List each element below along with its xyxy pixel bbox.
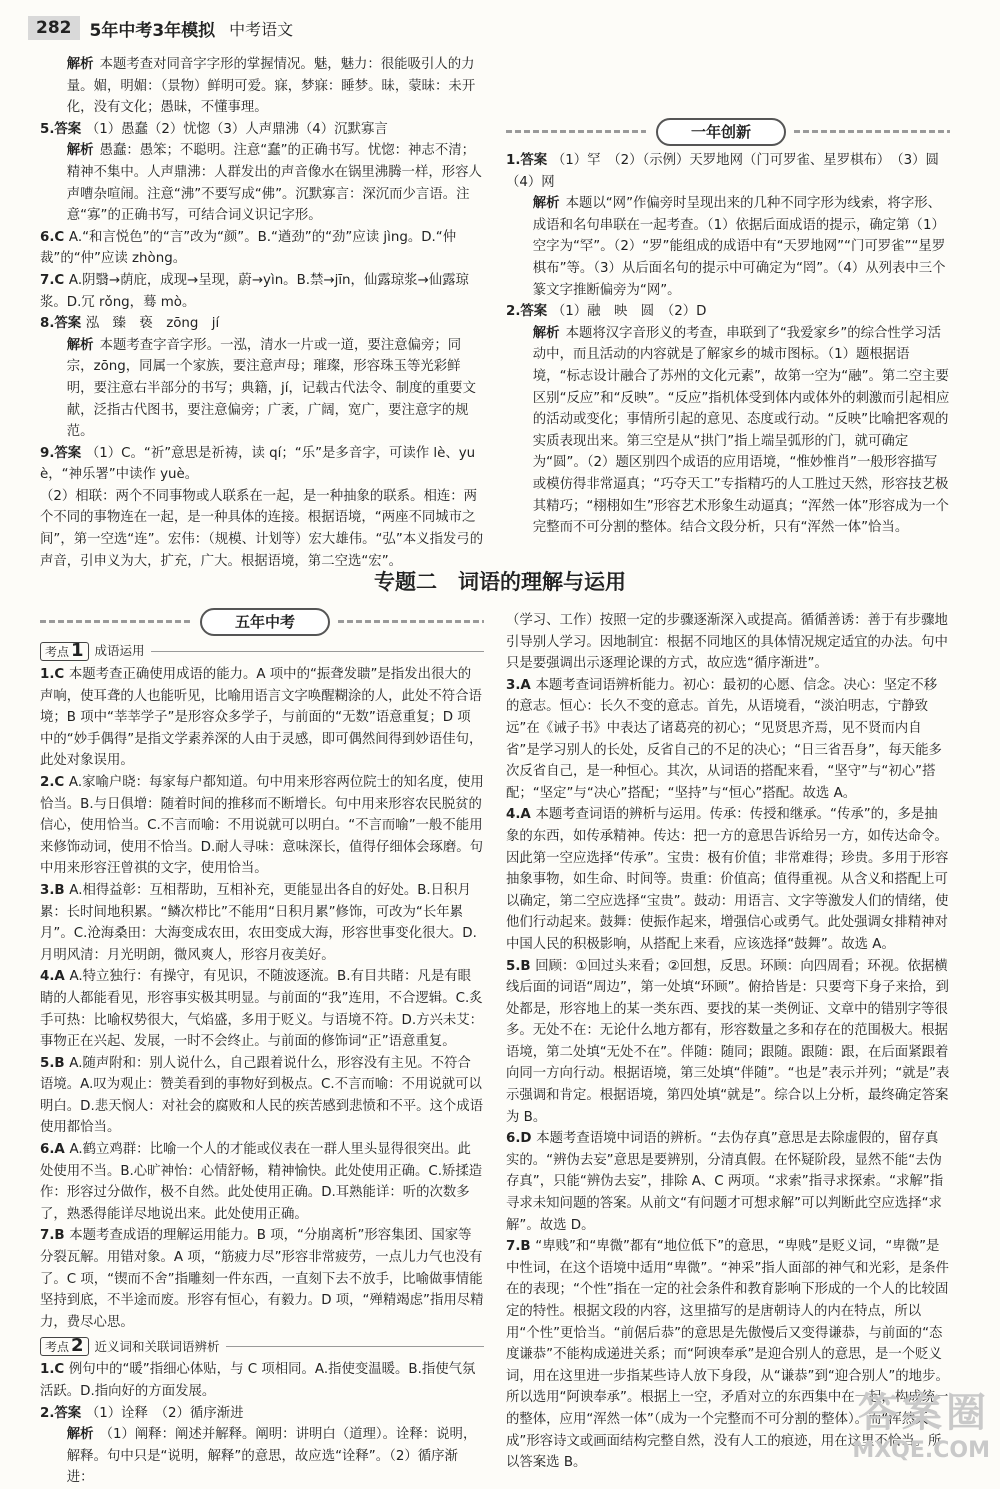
item-text: （学习、工作）按照一定的步骤逐渐深入或提高。循循善诱：善于有步骤地引导别人学习。因地制宜：根据不同地区的具体情况规定适宜的办法。句中只是要强调出示逐理论课的方式，故应选“循序渐进”。 [506,613,948,672]
item-number: 5.答案 [40,121,86,137]
left-top-column [40,54,484,572]
right-top-column [506,150,953,539]
item-number: 2.C [40,774,69,790]
item-number: 6.C [40,229,69,245]
item-number: 7.C [40,272,69,288]
item-number: 8.答案 [40,316,86,332]
item-text: （1）融 映 圆 （2）D [551,304,707,320]
item-number: 7.B [40,1228,70,1244]
text-paragraph [40,486,484,572]
answer-item [506,804,950,955]
item-text: 本题考查对同音字字形的掌握情况。魅，魅力：很能吸引人的力量。媚，明媚：（景物）鲜明可爱。寐，梦寐：睡梦。昧，蒙昧：未开化，没有文化；愚昧，不懂事理。 [66,57,476,116]
analysis-label: 解析 [66,1427,94,1443]
banner-wunian [40,608,484,634]
right-bottom-column [506,610,950,1474]
kaodian-2 [40,1335,484,1357]
item-number: 5.B [40,1055,70,1071]
page-number: 282 [28,16,80,40]
item-text: A.家喻户晓：每家每户都知道。句中用来形容两位院士的知名度，使用恰当。B.与日俱增：随着时间的推移而不断增长。句中用来形容农民脱贫的信心，使用恰当。C.不言而喻：不用说就可以明白。“不言而喻”一般不能用来修饰动词，使用不恰当。D.耐人寻味：意味深长，值得仔细体会琢磨。句中用来形容汪曾祺的文字，使用恰当。 [40,774,484,877]
text-paragraph [506,610,950,675]
item-text: 本题考查词语的辨析与运用。传承：传授和继承。“传承”的，多是抽象的东西，如传承精神。传达：把一方的意思告诉给另一方，如传达命令。因此第一空应选择“传承”。宝贵：极有价值；非常难得；珍贵。多用于形容抽象事物，如生命、时间等。贵重：价值高；值得重视。从含义和搭配上可以确定，第二空应选择“宝贵”。鼓动：用语言、文字等激发人们的情绪，使他们行动起来。鼓舞：使振作起来，增强信心或勇气。此处强调女排精神对中国人民的积极影响，从搭配上来看，应该选择“鼓舞”。故选 A。 [506,807,949,952]
answer-item [506,675,950,805]
watermark: 答案圈 MXQE.COM [852,1390,990,1463]
analysis-paragraph [40,335,484,443]
item-text: （1）罕 （2）（示例）天罗地网（门可罗雀、星罗棋布） （3）圆 （4）网 [506,153,953,190]
item-text: （1）C。“祈”意思是祈祷，读 qí；“乐”是多音字，可读作 lè、yuè，“神乐署”中读作 yuè。 [40,445,476,483]
item-number: 1.C [40,667,69,682]
answer-item [40,1359,484,1402]
subject-label: 中考语文 [229,19,294,39]
item-text: 回顾：①回过头来看；②回想，反思。环顾：向四周看；环视。依据横线后面的词语“周边”，第一处填“环顾”。俯拾皆是：只要弯下身子来拾，到处都是，形容地上的某一类东西、要找的某一类例证、文章中的错别字等很多。无处不在：无论什么地方都有，形容数量之多和存在的范围极大。根据语境，第二处填“无处不在”。伴随：随同；跟随。跟随：跟，在后面紧跟着向同一方向行动。根据语境，第三处填“伴随”。“也是”表示并列；“就是”表示强调和肯定。根据语境，第四处填“就是”。综合以上分析，最终确定答案为 B。 [506,958,950,1125]
item-number: 6.D [506,1131,537,1147]
item-text: 本题以“网”作偏旁时呈现出来的几种不同字形为线索，将字形、成语和名句串联在一起考查。（1）依据后面成语的提示，确定第（1）空字为“罕”。（2）“罗”能组成的成语中有“天罗地网”“门可罗雀”“星罗棋布”等。（3）从后面名句的提示中可确定为“罔”。（4）从列表中三个篆文字推断偏旁为“网”。 [532,196,946,298]
item-text: “卑贱”和“卑微”都有“地位低下”的意思，“卑贱”是贬义词，“卑微”是中性词，在这个语境中适用“卑微”。“神采”指人面部的神气和光彩，是条件在的表现；“个性”指在一定的社会条件和教育影响下形成的一个人的比较固定的特性。根据文段的内容，这里描写的是唐朝诗人的内在特点，所以用“个性”更恰当。“前倨后恭”的意思是先傲慢后又变得谦恭，与前面的“态度谦恭”不能构成递进关系；而“阿谀奉承”是迎合别人的意思，是一个贬义词，用在这里进一步指某些诗人放下身段，从“谦恭”到“迎合别人”的地步。所以选用“阿谀奉承”。根据上一空，矛盾对立的东西集中在一起，构成统一的整体，应用“浑然一体”（成为一个完整而不可分割的整体）。而“浑然天成”形容诗文或画面结构完整自然，没有人工的痕迹，用在这里不恰当。所以答案选 B。 [506,1239,949,1471]
analysis-label: 解析 [532,196,560,212]
answer-item [40,1053,484,1139]
item-text: A.特立独行：有操守，有见识，不随波逐流。B.有目共睹：凡是有眼睛的人都能看见，形容事实极其明显。与前面的“我”连用，不合逻辑。C.炙手可热：比喻权势很大，气焰盛，多用于贬义。与语境不符。D.方兴未艾：事物正在兴起、发展，一时不会终止。与前面的修饰词“正”语意重复。 [40,969,484,1050]
banner-yinian [506,118,950,144]
item-number: 7.B [506,1239,536,1255]
item-number: 1.答案 [506,153,552,168]
answer-item [40,772,484,880]
analysis-paragraph [40,1424,484,1489]
item-number: 9.答案 [40,445,86,461]
analysis-paragraph [40,54,484,119]
page-header [28,8,293,48]
analysis-label: 解析 [66,143,94,159]
item-text: A.随声附和：别人说什么，自己跟着说什么，形容没有主见。不符合语境。A.叹为观止：赞美看到的事物好到极点。C.不言而喻：不用说就可以明白。D.悲天悯人：对社会的腐败和人民的疾苦感到悲愤和不平。这个成语使用都恰当。 [40,1055,484,1136]
banner-label: 五年中考 [200,608,330,636]
answer-item [40,119,484,141]
item-text: 例句中的“暖”指细心体贴，与 C 项相同。A.指使变温暖。B.指使气氛活跃。D.指向好的方面发展。 [40,1362,476,1399]
item-text: （2）相联：两个不同事物或人联系在一起，是一种抽象的联系。相连：两个不同的事物连在一起，是一种具体的连接。根据语境，“两座不同城市之间”，第一空选“连”。宏伟：（规模、计划等）宏大雄伟。“弘”本义指发弓的声音，引申义为大，扩充，广大。根据语境，第二空选“宏”。 [40,488,484,569]
item-text: A.“和言悦色”的“言”改为“颜”。B.“遒劲”的“劲”应读 jìng。D.“仲裁”的“仲”应读 zhòng。 [40,229,457,267]
answer-item [40,227,484,270]
section-title: 专题二 词语的理解与运用 [374,570,626,594]
item-number: 4.A [40,969,70,985]
item-number: 2.答案 [40,1405,86,1421]
answer-item [40,443,484,486]
item-text: 愚蠢：愚笨；不聪明。注意“蠢”的正确书写。忧惚：神志不清；精神不集中。人声鼎沸：人群发出的声音像水在锅里沸腾一样，形容人声嘈杂喧闹。注意“沸”不要写成“佛”。沉默寡言：深沉而少言语。注意“寡”的正确书写，可结合词义识记字形。 [66,143,482,224]
item-number: 4.A [506,807,536,823]
kaodian-tag: 考点 2 [40,1337,89,1356]
item-text: 本题考查词语辨析能力。初心：最初的心愿、信念。决心：坚定不移的意志。恒心：长久不变的意志。首先，从语境看，“淡泊明志，宁静致远”在《诫子书》中表达了诸葛亮的初心；“见贤思齐焉，见不贤而内自省”是学习别人的长处，反省自己的不足的决心；“日三省吾身”，每天能多次反省自己，是一种恒心。其次，从词语的搭配来看，“坚守”与“初心”搭配；“坚定”与“决心”搭配；“坚持”与“恒心”搭配。故选 A。 [506,677,942,801]
kaodian-1 [40,640,484,662]
item-number: 1.C [40,1362,69,1378]
item-text: （1）愚蠢（2）忧惚（3）人声鼎沸（4）沉默寡言 [85,121,388,137]
item-number: 3.A [506,677,536,693]
analysis-paragraph [506,323,950,539]
item-number: 2.答案 [506,304,552,320]
kaodian-tag: 考点 1 [40,642,89,661]
answer-item [40,270,484,313]
analysis-label: 解析 [532,325,560,341]
item-text: （1）诠释 （2）循序渐进 [85,1405,244,1421]
banner-label: 一年创新 [656,118,786,146]
item-text: 本题将汉字音形义的考查，串联到了“我爱家乡”的综合性学习活动中，而且活动的内容就是了解家乡的城市图标。（1）题根据语境，“标志设计融合了苏州的文化元素”，故第一空为“融”。第二空主要区别“反应”和“反映”。“反应”指机体受到体内或体外的刺激而引起相应的活动或变化；事情所引起的意见、态度或行动。“反映”比喻把客观的实质表现出来。第三空是从“拱门”指上端呈弧形的门，就可确定为“圆”。（2）题区别四个成语的应用语境，“惟妙惟肖”一般形容描写或模仿得非常逼真；“巧夺天工”专指精巧的人工胜过天然，形容技艺极其精巧；“栩栩如生”形容艺术形象生动逼真；“浑然一体”形容成为一个完整而不可分割的整体。结合文段分析，只有“浑然一体”恰当。 [532,325,950,536]
item-text: A.阴翳→荫庇，成现→呈现，蔚→yìn。B.禁→jīn，仙露琼浆→仙露琼浆。D.冗 rǒng，蓦 mò。 [40,272,469,310]
analysis-paragraph [506,193,950,301]
answer-item [40,664,484,772]
answer-item [40,966,484,1052]
book-title: 5年中考3年模拟 [89,20,216,41]
answer-item [506,956,950,1129]
answer-item [40,1139,484,1225]
item-number: 5.B [506,958,536,974]
answer-item [506,150,953,193]
item-text: 本题考查成语的理解运用能力。B 项，“分崩离析”形容集团、国家等分裂瓦解。用错对象。A 项，“筋疲力尽”形容非常疲劳，一点儿力气也没有了。C 项，“锲而不舍”指雕刻一件东西，一直刻下去不放手，比喻做事情能坚持到底，不半途而废。形容有恒心，有毅力。D 项，“殚精竭虑”指用尽精力，费尽心思。 [40,1228,484,1330]
answer-item [40,1225,484,1333]
analysis-label: 解析 [66,57,94,72]
answer-item [40,313,484,335]
item-text: 本题考查字音字形。一泓，清水一片或一道，要注意偏旁；同宗，zōng，同属一个家族，要注意声母；璀璨，形容珠玉等光彩鲜明，要注意右半部分的书写；典籍，jí，记载古代法令、制度的重要文献，泛指古代图书，要注意偏旁；广袤，广阔，宽广，要注意字的规范。 [66,337,476,440]
item-text: A.相得益彰：互相帮助，互相补充，更能显出各自的好处。B.日积月累：长时间地积累。“鳞次栉比”不能用“日积月累”修饰，可改为“长年累月”。C.沧海桑田：大海变成农田，农田变成大海，形容世事变化很大。D.月明风清：月光明朗，微风爽人，形容月夜美好。 [40,882,477,963]
answer-item [506,301,950,323]
answer-item [506,1128,950,1236]
answer-item [40,880,484,966]
answer-item [40,1403,484,1425]
item-text: 本题考查语境中词语的辨析。“去伪存真”意思是去除虚假的，留存真实的。“辨伪去妄”意思是要辨别，分清真假。在怀疑阶段，显然不能“去伪存真”，只能“辨伪去妄”，排除 A、C 两项。“求索”指寻求探索。“求解”指寻求未知问题的答案。从前文“有问题才可想求解”可以判断此空应选择“求解”。故选 D。 [506,1131,944,1233]
kaodian-name: 成语运用 [94,643,145,659]
left-bottom-column [40,638,484,1489]
item-number: 6.A [40,1142,70,1158]
item-number: 3.B [40,882,70,898]
analysis-paragraph [40,140,484,226]
item-text: 泓 臻 亵 zōng jí [85,316,220,332]
kaodian-name: 近义词和关联词语辨析 [94,1338,220,1354]
item-text: （1）阐释：阐述并解释。阐明：讲明白（道理）。诠释：说明，解释。句中只是“说明，解释”的意思，故应选“诠释”。（2）循序渐进： [66,1427,477,1486]
item-text: 本题考查正确使用成语的能力。A 项中的“振聋发聩”是指发出很大的声响，使耳聋的人也能听见，比喻用语言文字唤醒糊涂的人，此处不符合语境；B 项中“莘莘学子”是形容众多学子，与前面的“无数”语意重复；D 项中的“妙手偶得”是指文学素养深的人由于灵感，即可偶然间得到妙语佳句，此处对象误用。 [40,667,483,769]
analysis-label: 解析 [66,337,94,353]
item-text: A.鹤立鸡群：比喻一个人的才能或仪表在一群人里头显得很突出。此处使用不当。B.心旷神怡：心情舒畅，精神愉快。此处使用正确。C.矫揉造作：形容过分做作，极不自然。此处使用正确。D.耳熟能详：听的次数多了，熟悉得能详尽地说出来。此处使用正确。 [40,1142,483,1222]
